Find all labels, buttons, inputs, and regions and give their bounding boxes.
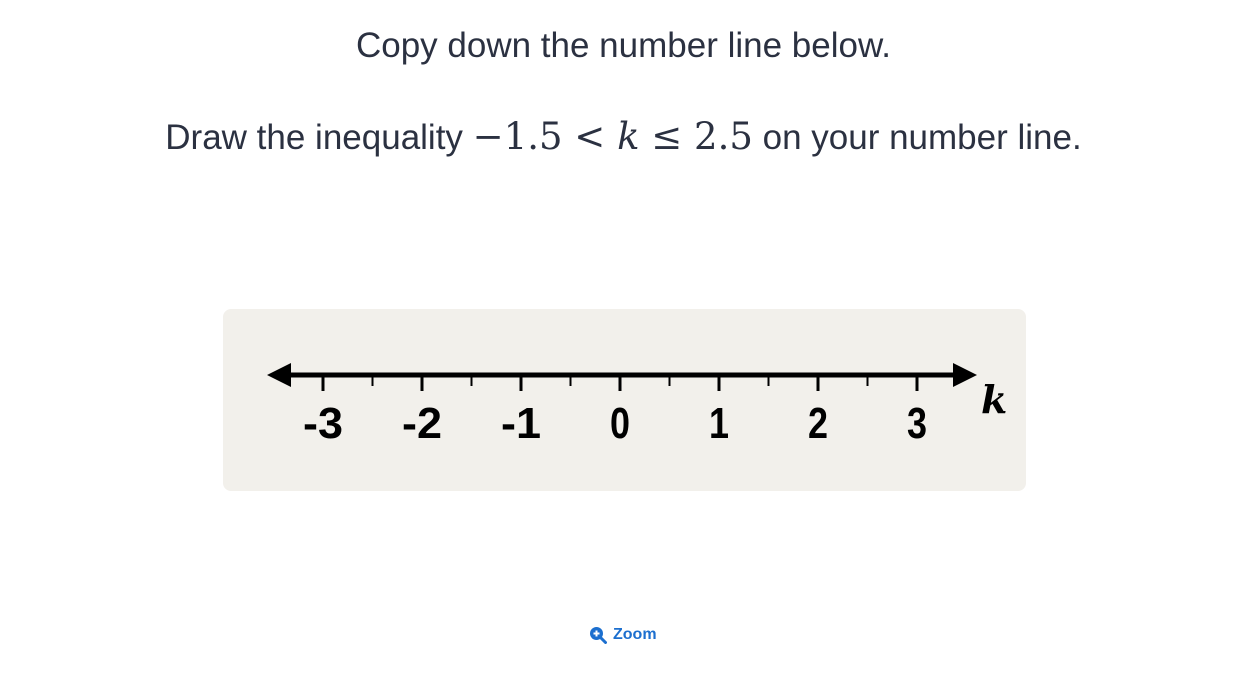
tick-label: -2 <box>402 399 442 448</box>
zoom-button[interactable] <box>589 626 657 644</box>
tick-label: -3 <box>303 399 343 448</box>
instruction-copy: Copy down the number line below. <box>355 26 892 65</box>
instruction-suffix: on your number line. <box>762 118 1082 157</box>
inequality-expression <box>473 115 753 158</box>
number-line-figure <box>223 309 1026 491</box>
left-arrowhead <box>267 363 291 387</box>
right-arrowhead <box>953 363 977 387</box>
tick-label: 1 <box>709 399 729 448</box>
instruction-inequality <box>0 113 1247 162</box>
tick-label: 0 <box>610 399 630 448</box>
tick-label: -1 <box>501 399 541 448</box>
number-line-svg <box>223 309 1026 491</box>
math-variable: k <box>617 115 640 158</box>
math-lower-bound: 1.5 <box>503 115 563 158</box>
instruction-prefix: Draw the inequality <box>165 118 463 157</box>
tick-label: 3 <box>907 399 927 448</box>
zoom-label: Zoom <box>613 626 657 643</box>
variable-label: k <box>981 377 1008 422</box>
math-less-equal: ≤ <box>651 115 683 158</box>
zoom-in-icon <box>589 626 607 644</box>
math-less-than: < <box>574 115 606 158</box>
math-upper-bound: 2.5 <box>694 115 753 158</box>
tick-label: 2 <box>808 399 828 448</box>
math-minus: − <box>472 115 504 158</box>
